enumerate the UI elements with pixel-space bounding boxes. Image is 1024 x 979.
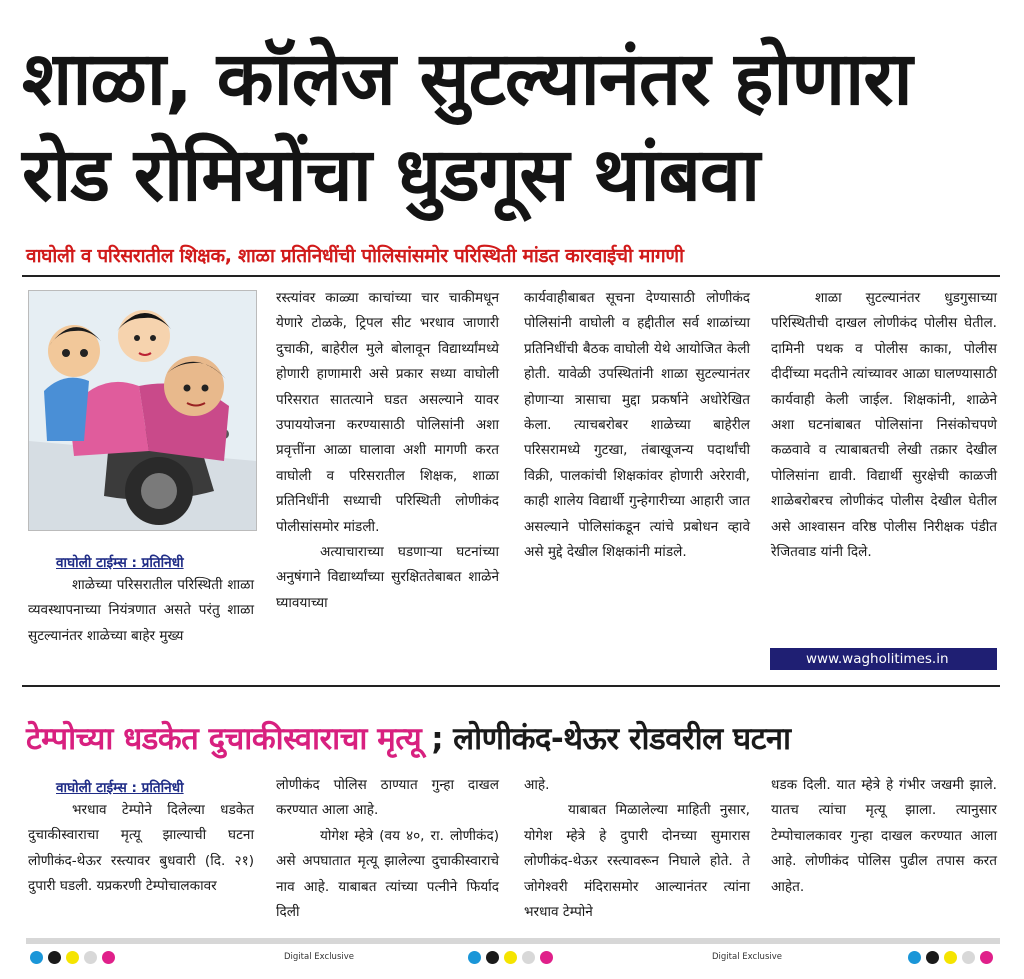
website-link[interactable]: www.wagholitimes.in <box>770 648 997 670</box>
story2-col3-para1: आहे. <box>524 777 550 793</box>
registration-dot <box>468 951 481 964</box>
story1-col2-para1: रस्त्यांवर काळ्या काचांच्या चार चाकीमधून येणारे टोळके, ट्रिपल सीट भरधाव जाणारी दुचाकी, बाहेरील मुले बोलावून विद्यार्थ्यांमध्ये होणारी हाणामारी असे प्रकार सध्या वाघोली परिसरात सातत्याने घडत असल्याने यावर उपाययोजना करण्यासाठी पोलिसांनी अशा प्रवृत्तींना आळा घालावा अशी मागणी करत वाघोली व परिसरातील शिक्षक, शाळा प्रतिनिधींनी सध्याची परिस्थिती लोणीकंद पोलीसांसमोर मांडली. <box>276 290 499 535</box>
footer-bar <box>26 938 1000 944</box>
registration-dot <box>980 951 993 964</box>
story2-headline-main: टेम्पोच्या धडकेत दुचाकीस्वाराचा मृत्यू <box>26 721 422 757</box>
footer-label-left: Digital Exclusive <box>284 952 354 962</box>
subheadline: वाघोली व परिसरातील शिक्षक, शाळा प्रतिनिधींची पोलिसांसमोर परिस्थिती मांडत कारवाईची मागणी <box>26 245 684 267</box>
story2-col3-para2: याबाबत मिळालेल्या माहिती नुसार, योगेश म्हेत्रे हे दुपारी दोनच्या सुमारास लोणीकंद-थेऊर रस्त्यावरून निघाले होते. ते जोगेश्वरी मंदिरासमोर आल्यानंतर त्यांना भरधाव टेम्पोने <box>524 802 750 921</box>
story2-col2-para2: योगेश म्हेत्रे (वय ४०, रा. लोणीकंद) असे अपघातात मृत्यू झालेल्या दुचाकीस्वाराचे नाव आहे. याबाबत त्यांच्या पत्नीने फिर्याद दिली <box>276 827 499 921</box>
registration-dot <box>926 951 939 964</box>
registration-dot <box>48 951 61 964</box>
story2-column-1 <box>28 798 254 900</box>
story2-col1-text: भरधाव टेम्पोने दिलेल्या धडकेत दुचाकीस्वाराचा मृत्यू झाल्याची घटना लोणीकंद-थेऊर रस्त्यावर बुधवारी (दि. २१) दुपारी घडली. यप्रकरणी टेम्पोचालकावर <box>28 802 254 895</box>
story2-col2-para1: लोणीकंद पोलिस ठाण्यात गुन्हा दाखल करण्यात आला आहे. <box>276 777 499 819</box>
registration-dot <box>908 951 921 964</box>
registration-dot <box>66 951 79 964</box>
registration-dot <box>30 951 43 964</box>
story1-column-2 <box>276 286 499 616</box>
story1-col1-text: शाळेच्या परिसरातील परिस्थिती शाळा व्यवस्थापनाच्या नियंत्रणात असते परंतु शाळा सुटल्यानंतर शाळेच्या बाहेर मुख्य <box>28 577 254 644</box>
story2-headline-secondary: लोणीकंद-थेऊर रोडवरील घटना <box>453 721 791 757</box>
story2-headline-separator: ; <box>431 721 444 757</box>
story2-column-3 <box>524 773 750 925</box>
story1-col4-text: शाळा सुटल्यानंतर धुडगुसाच्या परिस्थितीची दाखल लोणीकंद पोलीस घेतील. दामिनी पथक व पोलीस काका, पोलीस दीदींच्या मदतीने त्यांच्यावर आळा घालण्यासाठी कार्यवाही केली जाईल. शिक्षकांनी, शाळेने अशा घटनांबाबत पोलिसांना निसंकोचपणे कळवावे व त्याबाबतची लेखी तक्रार देखील पोलिसांना द्यावी. विद्यार्थी सुरक्षेची काळजी शाळेबरोबरच लोणीकंद पोलीस देखील घेतील असे आश्वासन वरिष्ठ पोलीस निरीक्षक पंडीत रेजितवाड यांनी दिले. <box>771 290 997 561</box>
story2-byline[interactable]: वाघोली टाईम्स : प्रतिनिधी <box>56 780 184 796</box>
story1-column-1 <box>28 573 254 649</box>
story1-col2-para2: अत्याचाराच्या घडणाऱ्या घटनांच्या अनुषंगाने विद्यार्थ्यांच्या सुरक्षिततेबाबत शाळेने घ्यावयाच्या <box>276 544 499 611</box>
mid-divider <box>22 685 1000 687</box>
story2-col4-text: धडक दिली. यात म्हेत्रे हे गंभीर जखमी झाले. यातच त्यांचा मृत्यू झाला. त्यानुसार टेम्पोचालकावर गुन्हा दाखल करण्यात आला आहे. लोणीकंद पोलिस पुढील तपास करत आहेत. <box>771 777 997 895</box>
story1-column-3 <box>524 286 750 565</box>
registration-dot <box>84 951 97 964</box>
story2-headline <box>26 717 791 759</box>
headline-line-2: रोड रोमियोंचा धुडगूस थांबवा <box>22 132 760 218</box>
registration-dot <box>522 951 535 964</box>
story1-col3-text: कार्यवाहीबाबत सूचना देण्यासाठी लोणीकंद पोलिसांनी वाघोली व हद्दीतील सर्व शाळांच्या प्रतिनिधींची बैठक वाघोली येथे आयोजित केली होती. यावेळी उपस्थितांनी शाळा सुटल्यानंतर होणाऱ्या त्रासाचा मुद्दा प्रकर्षाने अधोरेखित केला. त्याचबरोबर शाळेच्या बाहेरील परिसरामध्ये गुटखा, तंबाखूजन्य पदार्थांची विक्री, पालकांची शिक्षकांवर होणारी अरेरावी, काही शालेय विद्यार्थी गुन्हेगारीच्या आहारी जात असल्याने पोलिसांकडून त्यांचे प्रबोधन व्हावे असे मुद्दे देखील शिक्षकांनी मांडले. <box>524 290 750 561</box>
footer-label-right: Digital Exclusive <box>712 952 782 962</box>
registration-dot <box>504 951 517 964</box>
registration-dot <box>944 951 957 964</box>
road-romeo-illustration <box>28 290 257 531</box>
story2-column-2 <box>276 773 499 925</box>
headline-line-1: शाळा, कॉलेज सुटल्यानंतर होणारा <box>22 36 912 122</box>
story1-column-4 <box>771 286 997 565</box>
registration-dot <box>962 951 975 964</box>
top-divider <box>22 275 1000 277</box>
registration-dot <box>486 951 499 964</box>
story2-column-4 <box>771 773 997 900</box>
story1-byline[interactable]: वाघोली टाईम्स : प्रतिनिधी <box>56 555 184 571</box>
registration-dot <box>102 951 115 964</box>
registration-dot <box>540 951 553 964</box>
